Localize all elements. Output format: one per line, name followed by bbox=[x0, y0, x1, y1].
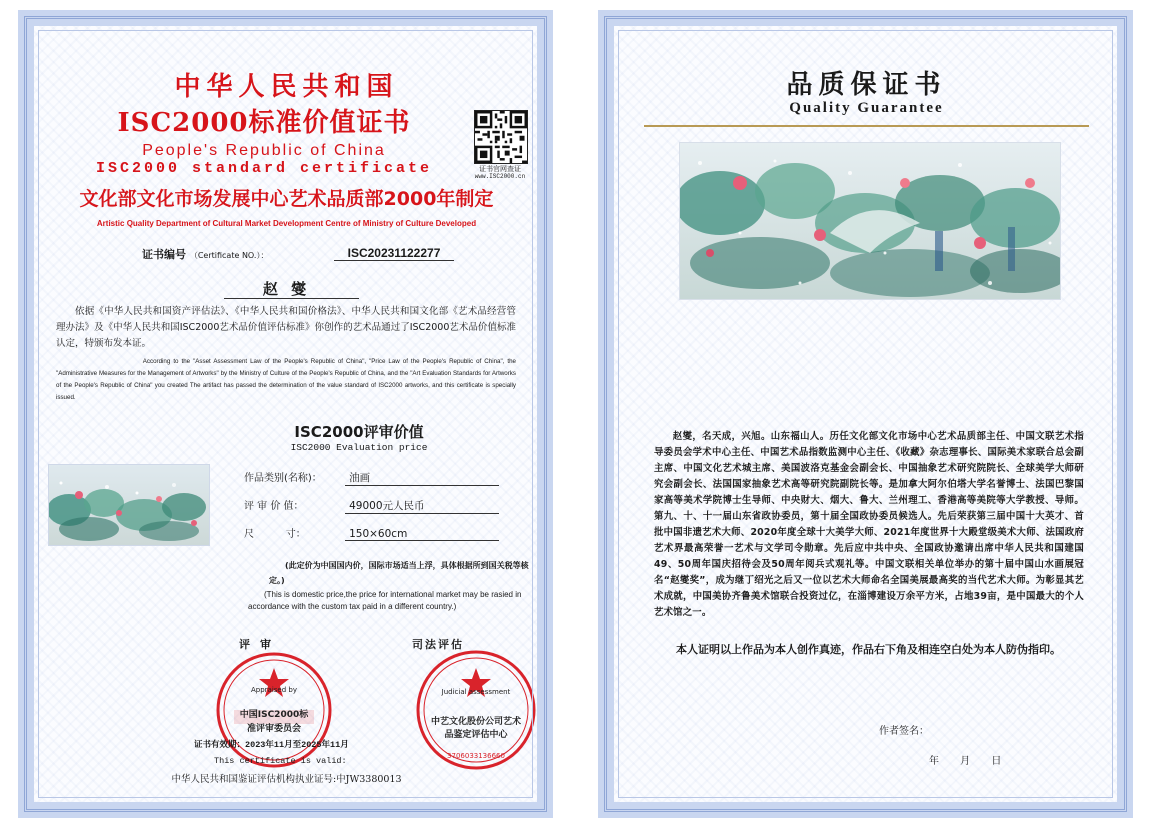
review-committee-seal bbox=[214, 650, 334, 770]
field-row bbox=[244, 522, 499, 541]
license-number: 中华人民共和国鉴证评估机构执业证号:中JW3380013 bbox=[171, 774, 402, 785]
title-isc2000-en: ISC2000 standard certificate bbox=[95, 160, 433, 177]
artist-name: 赵 燮 bbox=[262, 280, 311, 298]
review-heading: 评审 bbox=[239, 638, 281, 651]
field-label: 尺 寸： bbox=[244, 529, 306, 540]
certificate-number: ISC20231122277 bbox=[334, 246, 454, 261]
author-signature-label: 作者签名： bbox=[879, 726, 929, 737]
field-row bbox=[244, 466, 499, 486]
validity-en: This certificate is valid: bbox=[214, 756, 347, 766]
title-prc-en: People's Republic of China bbox=[142, 142, 386, 159]
department-cn: 文化部文化市场发展中心艺术品质部2000年制定 bbox=[79, 188, 494, 210]
seal-cn-text: 中国ISC2000标准评审委员会 bbox=[239, 710, 309, 734]
qr-caption: 证书官网查证 bbox=[479, 165, 521, 173]
legal-basis-cn: 依据《中华人民共和国资产评估法》、《中华人民共和国价格法》、中华人民共和国文化部《艺术品经营管理办法》及《中华人民共和国ISC2000艺术品价值评估标准》你创作的艺术品通过了ISC2000艺术品价值标准认定，特颁布发本证。 bbox=[56, 306, 516, 349]
gold-divider bbox=[644, 125, 1089, 127]
quality-title-en: Quality Guarantee bbox=[789, 100, 944, 116]
quality-title-cn: 品质保证书 bbox=[786, 70, 947, 100]
quality-guarantee bbox=[598, 10, 1133, 818]
price-note-en: (This is domestic price,the price for international market may be rasied in accordance with the custom tax paid in a different country.) bbox=[248, 590, 522, 611]
qr-url: www.ISC2000.cn bbox=[474, 173, 526, 180]
field-size: 150×60cm bbox=[345, 528, 499, 541]
authenticity-statement: 本人证明以上作品为本人创作真迹，作品右下角及相连空白处为本人防伪指印。 bbox=[676, 643, 1061, 656]
artwork-image bbox=[679, 142, 1061, 300]
signature-date: 年 月 日 bbox=[929, 756, 1002, 767]
seal-en-text: Appraised by bbox=[251, 686, 297, 694]
seal-cn-text: 中艺文化股份公司艺术品鉴定评估中心 bbox=[430, 717, 521, 740]
field-category: 油画 bbox=[345, 470, 499, 486]
seal-en-text: Judicial assessment bbox=[441, 688, 511, 696]
evaluation-title-cn: ISC2000评审价值 bbox=[294, 423, 424, 441]
field-row bbox=[244, 494, 499, 514]
title-prc-cn: 中华人民共和国 bbox=[174, 72, 399, 102]
field-label: 评 审 价 值： bbox=[244, 501, 304, 512]
field-price: 49000元人民币 bbox=[345, 498, 499, 514]
artist-biography: 赵燮，名天成，兴旭。山东福山人。历任文化部文化市场中心艺术品质部主任、中国文联艺术指导委员会学术中心主任、中国艺术品指数监测中心主任、《收藏》杂志理事长、国际美术家联合总会副主席、中国文化艺术城主席、美国波洛克基金会副会长、中国抽象艺术研究院院长、全球美学大师研究会副会长、法国国家抽象艺术高等研究院副院长等。是加拿大阿尔伯塔大学名誉博士、法国巴黎国家高等美术学院博士生导师、中央财大、烟大、鲁大、兰州理工、香港高等美院等大学教授、导师。第九、十、十一届山东省政协委员，第十届全国政协委员候选人。先后荣获第三届中国十大英才、首批中国非遗艺术大师、2020年度全球十大美学大师、2021年度世界十大殿堂级美术大师、法国政府艺术界最高荣誉一艺术与文学司令勋章。先后应中共中央、全国政协邀请出席中华人民共和国建国49、50周年国庆招待会及50周年阅兵式观礼等。中国文联相关单位举办的第十届中国山水画展冠名“赵燮奖”，成为继丁绍光之后又一位以艺术大师命名全国美展最高奖的当代艺术大师。为彰显其艺术成就，中国美协齐鲁美术馆联合投资过亿，在淄博建设万余平方米，占地39亩，是中国最大的个人艺术馆之一。 bbox=[654, 431, 1084, 618]
judicial-heading: 司法评估 bbox=[412, 638, 464, 651]
artist-underline bbox=[224, 298, 359, 299]
legal-basis-en: According to the "Asset Assessment Law of the People's Republic of China", "Price Law of the People's Republic of China", the "Administrative Measures for the Management of Artworks" by the Ministry of Culture of the People's Republic of China, and the "Art Evaluation Standards for Artworks of the People's Republic of China" you created The artifact has passed the determination of the value standard of ISC2000 artworks, and this certificate is specially issued. bbox=[56, 358, 516, 401]
isc2000-certificate bbox=[18, 10, 553, 818]
price-note-cn: (此定价为中国国内价，国际市场适当上浮，具体根据所到国关税等核定。) bbox=[269, 561, 529, 585]
certificate-number-label: 证书编号 （Certificate NO.）： bbox=[142, 248, 269, 261]
qr-code-icon bbox=[474, 110, 528, 164]
evaluation-title-en: ISC2000 Evaluation price bbox=[290, 442, 428, 453]
judicial-assessment-seal bbox=[414, 648, 538, 772]
title-isc2000-cn: ISC2000标准价值证书 bbox=[117, 108, 411, 138]
field-label: 作品类别(名称)： bbox=[244, 473, 322, 484]
department-en: Artistic Quality Department of Cultural Market Development Centre of Ministry of Culture Developed bbox=[96, 219, 477, 228]
validity-period: 证书有效期：2023年11月至2025年11月 bbox=[194, 740, 349, 750]
seal-code: 3706033136660 bbox=[447, 752, 505, 760]
artwork-thumbnail bbox=[48, 464, 210, 546]
